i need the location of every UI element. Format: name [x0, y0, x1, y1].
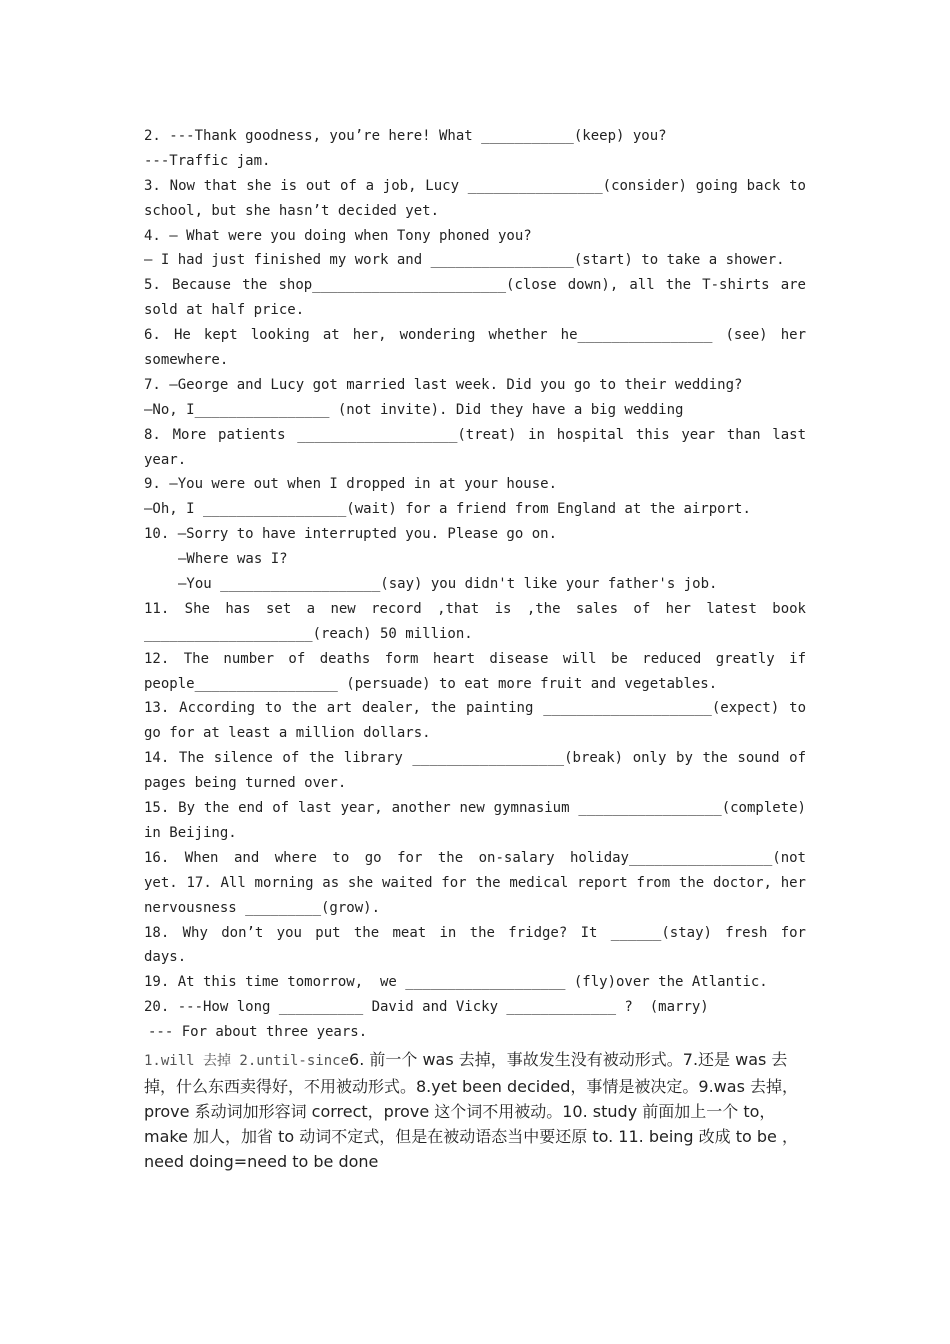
- question-2-line-1: 2. ---Thank goodness, you’re here! What ___________(keep) you?: [144, 128, 667, 144]
- question-12-line-2: people_________________ (persuade) to eat more fruit and vegetables.: [144, 675, 718, 692]
- question-15-line-1: 15. By the end of last year, another new gymnasium _________________(complete): [144, 800, 806, 817]
- answer-key-text: 6. 前一个 was 去掉，事故发生没有被动形式。7.还是 was 去掉，什么东西卖得好，不用被动形式。8.yet been decided，事情是被决定。9.was 去掉，prove 系动词加形容词 correct，prove 这个词不用被动。10. study 前面加上一个 to，make 加人，加省 to 动词不定式，但是在被动语态当中要还原 to. 11. being 改成 to be ，need doing=need to be done: [144, 1049, 798, 1171]
- question-10-line-2: —Where was I?: [178, 551, 288, 568]
- question-18-line-2: days.: [144, 949, 187, 966]
- question-8-line-1: 8. More patients ___________________(treat) in hospital this year than last: [144, 426, 806, 443]
- question-9-line-1: 9. —You were out when I dropped in at your house.: [144, 476, 558, 493]
- question-13-line-2: go for at least a million dollars.: [144, 725, 431, 742]
- exercise-page: [144, 124, 806, 1174]
- question-16-line-1: 16. When and where to go for the on-salary holiday_________________(not: [144, 849, 806, 866]
- question-19-line-1: 19. At this time tomorrow, we ___________________ (fly)over the Atlantic.: [144, 974, 768, 991]
- answer-key-lead: 1.will 去掉 2.until-since: [144, 1052, 350, 1069]
- question-3-line-2: school, but she hasn’t decided yet.: [144, 202, 440, 219]
- question-17-line-1: yet. 17. All morning as she waited for the medical report from the doctor, her: [144, 874, 806, 891]
- question-9-line-2: —Oh, I _________________(wait) for a friend from England at the airport.: [144, 501, 751, 518]
- question-7-line-2: —No, I________________ (not invite). Did they have a big wedding: [144, 401, 684, 418]
- question-4-line-2: — I had just finished my work and _________________(start) to take a shower.: [144, 252, 785, 269]
- question-18-line-1: 18. Why don’t you put the meat in the fridge? It ______(stay) fresh for: [144, 924, 806, 941]
- answer-key: [144, 1047, 812, 1174]
- question-15-line-2: in Beijing.: [144, 824, 237, 841]
- question-5-line-2: sold at half price.: [144, 302, 305, 319]
- question-10-line-1: 10. —Sorry to have interrupted you. Please go on.: [144, 526, 558, 543]
- question-14-line-2: pages being turned over.: [144, 775, 347, 792]
- question-20-line-1: 20. ---How long __________ David and Vicky _____________ ? (marry): [144, 999, 709, 1016]
- question-11-line-2: ____________________(reach) 50 million.: [144, 625, 473, 642]
- question-6-line-1: 6. He kept looking at her, wondering whether he________________ (see) her: [144, 327, 806, 344]
- question-20-line-2: --- For about three years.: [148, 1024, 368, 1041]
- question-4-line-1: 4. — What were you doing when Tony phoned you?: [144, 227, 532, 244]
- question-8-line-2: year.: [144, 451, 187, 468]
- question-14-line-1: 14. The silence of the library __________________(break) only by the sound of: [144, 750, 806, 767]
- question-5-line-1: 5. Because the shop_______________________(close down), all the T-shirts are: [144, 277, 806, 294]
- question-13-line-1: 13. According to the art dealer, the painting ____________________(expect) to: [144, 700, 806, 717]
- question-12-line-1: 12. The number of deaths form heart disease will be reduced greatly if: [144, 650, 806, 667]
- question-2-line-2: ---Traffic jam.: [144, 152, 271, 169]
- question-7-line-1: 7. —George and Lucy got married last week. Did you go to their wedding?: [144, 376, 743, 393]
- question-11-line-1: 11. She has set a new record ,that is ,the sales of her latest book: [144, 600, 806, 617]
- question-10-line-3: —You ___________________(say) you didn't like your father's job.: [178, 576, 718, 593]
- question-6-line-2: somewhere.: [144, 352, 229, 369]
- question-17-line-2: nervousness _________(grow).: [144, 899, 381, 916]
- question-3-line-1: 3. Now that she is out of a job, Lucy ________________(consider) going back to: [144, 177, 806, 194]
